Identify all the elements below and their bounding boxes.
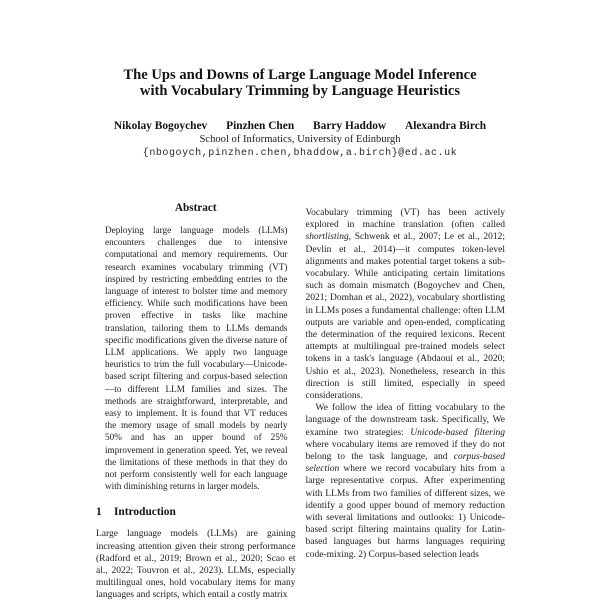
left-column xyxy=(96,202,296,602)
right-column-paragraph-1: Vocabulary trimming (VT) has been actively explored in machine translation (often called shortlisting, Schwenk et al., 2007; Le et al., 2012; Devlin et al., 2014)—it computes token-level alignments and makes potential target tokens a sub-vocabulary. While anticipating certain limitations such as domain mismatch (Bogoychev and Chen, 2021; Domhan et al., 2022), vocabulary shortlisting in LLMs poses a fundamental challenge: often LLM outputs are variable and open-ended, complicating the determination of the required lexicons. Recent attempts at multilingual pre-trained models select tokens in a task's language (Abdaoui et al., 2020; Ushio et al., 2023). Nonetheless, research in this direction is still limited, especially in speed considerations. xyxy=(305,208,505,402)
intro-paragraph: Large language models (LLMs) are gaining increasing attention given their strong performance (Radford et al., 2019; Brown et al., 2020; Scao et al., 2022; Touvron et al., 2023). LLMs, especially multilingual ones, hold vocabulary items for many languages and scripts, which entail a costly matrix xyxy=(96,529,296,601)
paper-title-line-1: The Ups and Downs of Large Language Model Inference xyxy=(123,67,477,83)
right-column-paragraph-2: We follow the idea of fitting vocabulary to the language of the downstream task. Specifically, We examine two strategies: Unicode-based filtering where vocabulary items are removed if they do not belong to the task language, and corpus-based selection where we record vocabulary hits from a large representative corpus. After experimenting with LLMs from two families of different sizes, we identify a good upper bound of memory reduction with several limitations and outlooks: 1) Unicode-based script filtering maintains quality for Latin-based languages but harms languages requiring code-mixing. 2) Corpus-based selection leads xyxy=(305,403,505,560)
author-name: Nikolay Bogoychev xyxy=(113,120,208,132)
email-line: {nbogoych,pinzhen.chen,bhaddow,a.birch}@ed.ac.uk xyxy=(142,148,458,159)
right-column xyxy=(306,202,506,602)
author-name: Pinzhen Chen xyxy=(226,120,295,132)
abstract-text: Deploying large language models (LLMs) encounters challenges due to intensive computational and memory requirements. Our research examines vocabulary trimming (VT) inspired by restricting embedding entries to the language of interest to bolster time and memory efficiency. While such modifications have been proven effective in tasks like machine translation, tailoring them to LLMs demands specific modifications given the diverse nature of LLM applications. We apply two language heuristics to trim the full vocabulary—Unicode-based script filtering and corpus-based selection—to different LLM families and sizes. The methods are straightforward, interpretable, and easy to implement. It is found that VT reduces the memory usage of small models by nearly 50% and has an upper bound of 25% improvement in generation speed. Yet, we reveal the limitations of these methods in that they do not perform consistently well for each language with diminishing returns in larger models. xyxy=(105,225,288,492)
paper-title xyxy=(0,0,600,99)
paper-title-line-2: with Vocabulary Trimming by Language Heuristics xyxy=(139,83,461,99)
two-column-body xyxy=(96,202,505,602)
section-1-heading xyxy=(96,506,296,519)
section-number: 1 xyxy=(96,506,102,519)
authors-line xyxy=(0,120,600,133)
author-name: Alexandra Birch xyxy=(404,120,487,132)
section-title: Introduction xyxy=(114,506,176,519)
author-name: Barry Haddow xyxy=(313,120,387,132)
affiliation: School of Informatics, University of Edinburgh xyxy=(199,134,401,145)
abstract-heading: Abstract xyxy=(174,202,217,214)
